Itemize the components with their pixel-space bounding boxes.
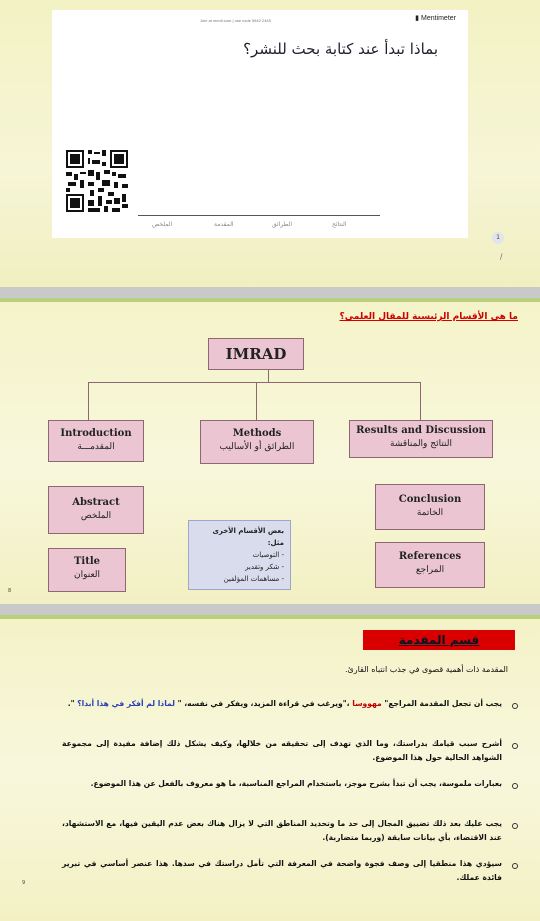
introduction-box	[48, 420, 144, 462]
intro-sentence: المقدمة ذات أهمية قصوى في جذب انتباه القارئ.	[344, 665, 508, 674]
axis-label-results: النتائج	[332, 221, 347, 228]
slide-pager[interactable]: 1	[492, 232, 504, 244]
slide-mentimeter	[0, 0, 540, 287]
references-ar: المراجع	[415, 565, 445, 575]
conclusion-box	[375, 484, 485, 530]
connector	[88, 382, 420, 384]
results-box	[349, 420, 493, 458]
bullet-item: بعبارات ملموسة، يجب أن تبدأ بشرح موجز، باستخدام المراجع المناسبة، ما هو معروف بالفعل عن هذا الموضوع.	[90, 779, 502, 788]
introduction-en: Introduction	[60, 428, 132, 439]
title-box	[48, 548, 126, 592]
connector	[420, 382, 421, 420]
bullet-item: يجب أن تجعل المقدمة المراجع" مهووسا ،"ويرغب في قراءة المزيد، ويفكر في نفسه، " لماذا لم أفكر في هذا أبدا؟ ".	[67, 699, 502, 708]
other-sections-box	[188, 520, 291, 590]
references-box	[375, 542, 485, 588]
mentimeter-card	[52, 10, 500, 241]
slide-top-strip	[0, 615, 540, 619]
slide-imrad	[0, 298, 540, 604]
slide-introduction	[0, 615, 540, 921]
bullet-icon	[512, 863, 518, 869]
axis-label-introduction: المقدمة	[214, 221, 234, 228]
conclusion-en: Conclusion	[398, 494, 462, 505]
methods-ar: الطرائق أو الأساليب	[219, 442, 295, 452]
results-en: Results and Discussion	[356, 425, 486, 436]
imrad-box	[208, 338, 304, 370]
join-instructions: Join at menti.com | use code 5942 2445	[200, 18, 271, 23]
imrad-label: IMRAD	[225, 345, 287, 363]
bullet-icon	[512, 743, 518, 749]
abstract-en: Abstract	[72, 497, 120, 508]
bullet-item: يجب عليك بعد ذلك تضييق المجال إلى حد ما وتحديد المناطق التي لا يزال هناك بعض عدم اليقين فيها، مع الاستشهاد، عند الاقتضاء، بأي بيانات سابقة (وربما متضاربة).	[62, 819, 502, 842]
qr-code-icon	[64, 148, 130, 214]
bullet-icon	[512, 823, 518, 829]
mentimeter-logo: ▮ Mentimeter	[415, 15, 456, 22]
page-number: 8	[8, 588, 12, 594]
page-number: 9	[22, 880, 26, 886]
references-en: References	[398, 551, 462, 562]
title-ar: العنوان	[73, 570, 101, 580]
other-section-item: - شكر وتقدير	[245, 563, 284, 571]
slide-top-strip	[0, 298, 540, 302]
slide-title: ما هي الأقسام الرئيسية للمقال العلمي؟	[339, 312, 518, 322]
results-axis	[138, 215, 380, 216]
connector	[268, 368, 269, 382]
introduction-ar: المقدمـــة	[77, 442, 115, 452]
axis-label-abstract: الملخص	[152, 221, 173, 228]
bullet-item: سيؤدي هذا منطقيا إلى وصف فجوة واضحة في المعرفة التي تأمل دراستك في سدها. هذا عنصر أساسي في تبرير فائدة عملك.	[62, 859, 502, 882]
bullet-icon	[512, 783, 518, 789]
bullet-icon	[512, 703, 518, 709]
conclusion-ar: الخاتمة	[416, 508, 444, 518]
emphasis-red: مهووسا	[352, 699, 382, 708]
axis-label-methods: الطرائق	[272, 221, 293, 228]
bar-chart-icon: ▮	[415, 15, 420, 22]
abstract-ar: الملخص	[80, 511, 112, 521]
emphasis-blue: لماذا لم أفكر في هذا أبدا؟	[77, 699, 175, 708]
title-en: Title	[73, 556, 101, 567]
methods-box	[200, 420, 314, 464]
results-ar: النتائج والمناقشة	[390, 439, 452, 449]
connector	[256, 382, 257, 420]
slide-title: قسم المقدمة	[363, 630, 515, 650]
bullet-item: أشرح سبب قيامك بدراستك، وما الذي تهدف إلى تحقيقه من خلالها، وكيف يشكل ذلك إضافة مفيدة إلى مجموعة الشواهد الحالية حول هذا الموضوع.	[62, 739, 502, 762]
methods-en: Methods	[232, 428, 282, 439]
other-sections-heading: بعض الأقسام الأخرى مثل:	[212, 527, 284, 547]
corner-mark: /	[500, 253, 503, 261]
other-section-item: - مساهمات المؤلفين	[223, 575, 284, 583]
other-section-item: - التوصيات	[252, 551, 284, 559]
connector	[88, 382, 89, 420]
poll-question: بماذا تبدأ عند كتابة بحث للنشر؟	[243, 40, 438, 58]
abstract-box	[48, 486, 144, 534]
